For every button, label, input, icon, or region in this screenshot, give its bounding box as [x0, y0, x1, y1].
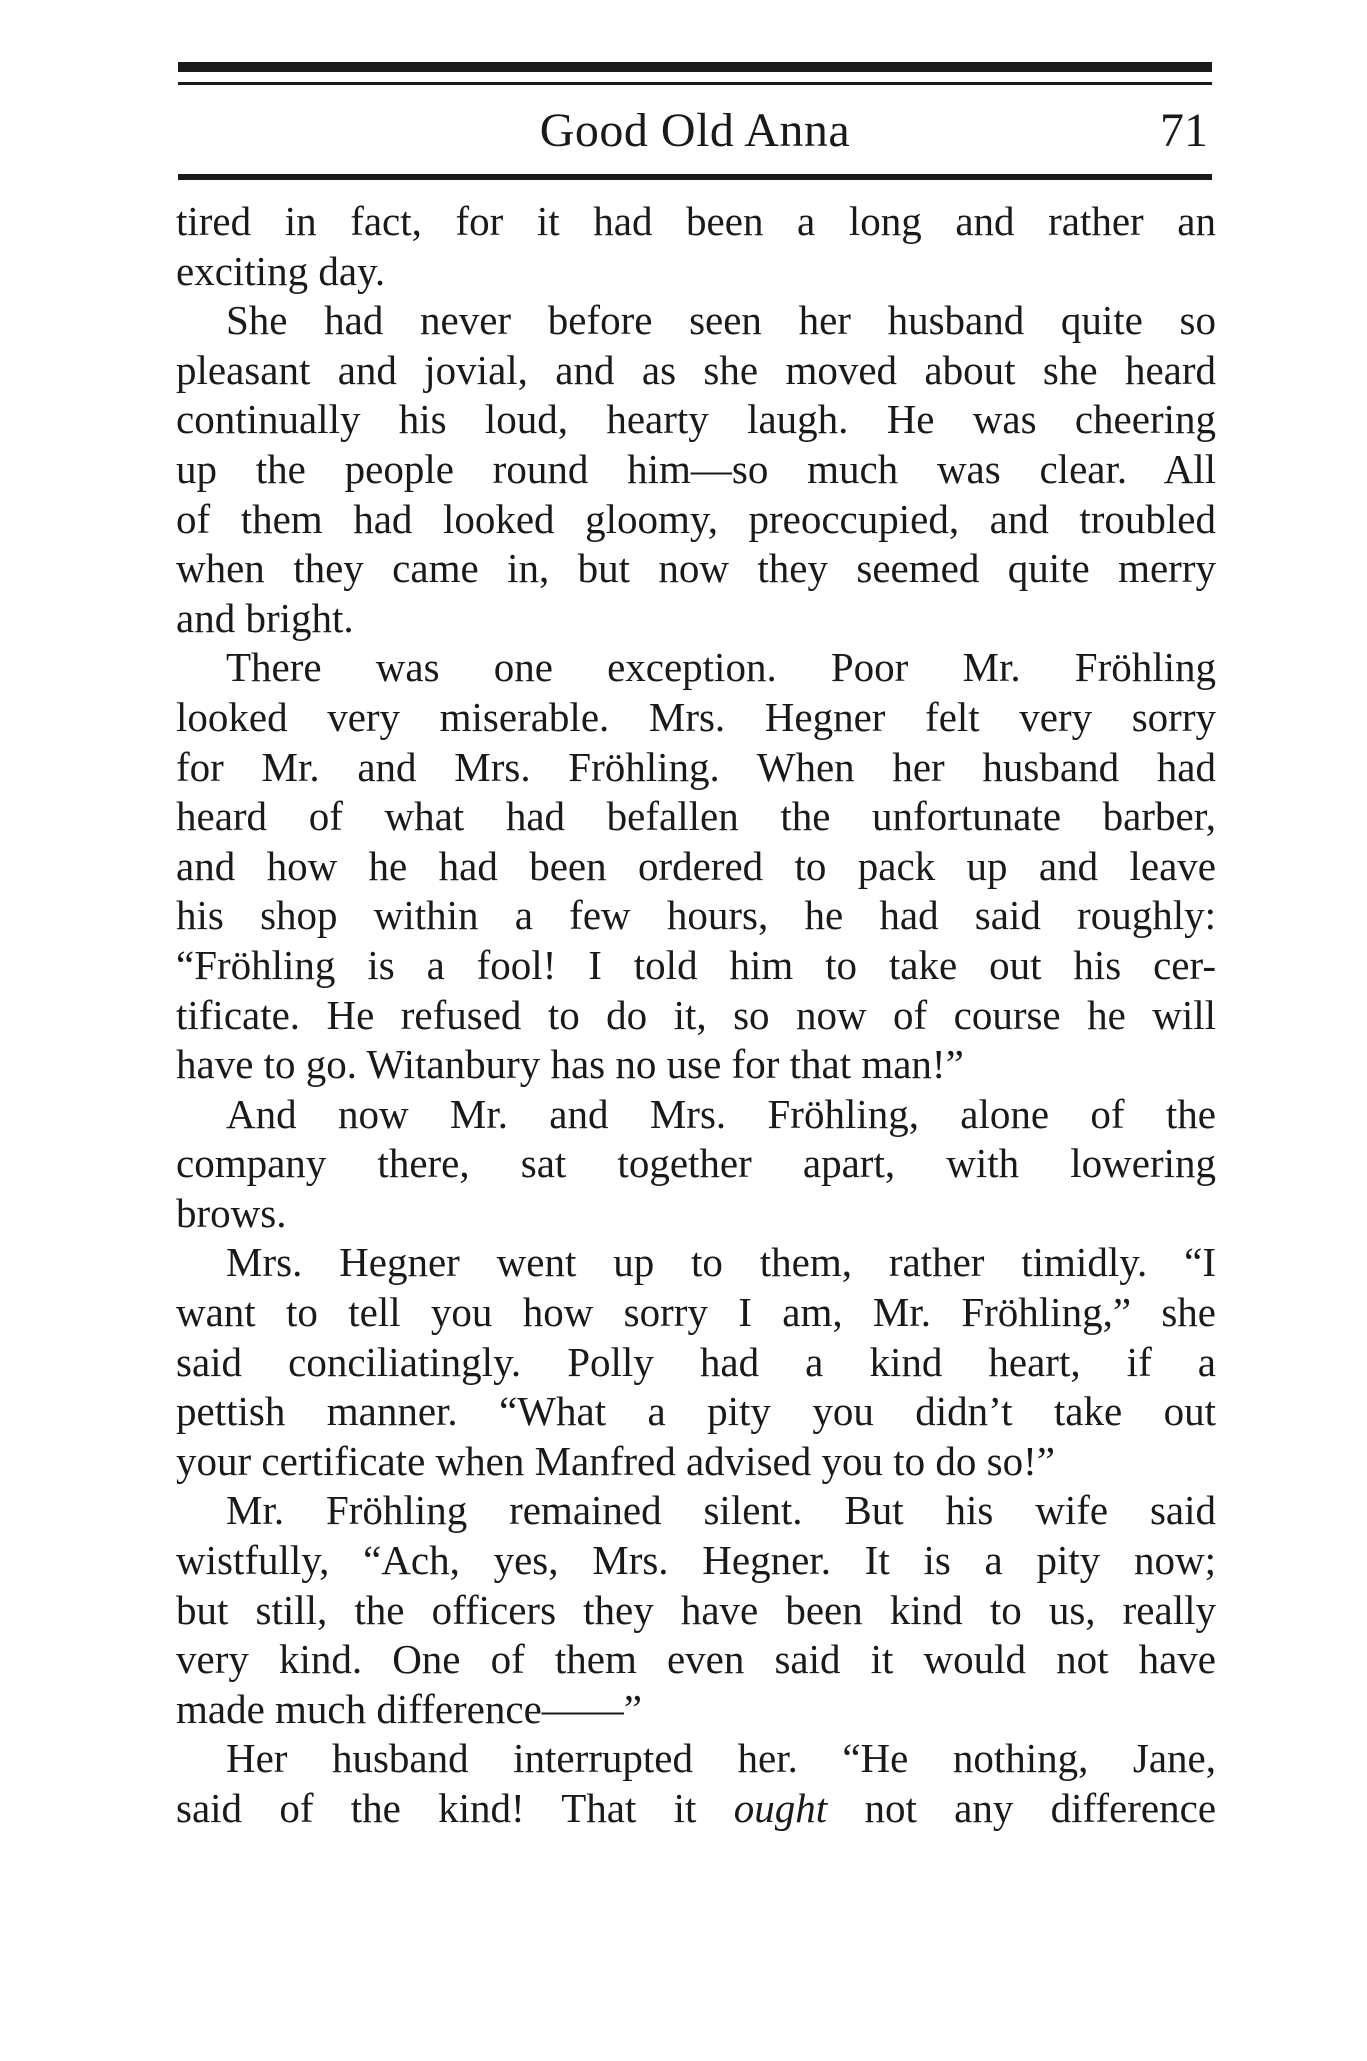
text-line: exciting day. [176, 247, 386, 294]
text-line: continually his loud, hearty laugh. He was cheering [176, 396, 1216, 443]
text-line: of them had looked gloomy, preoccupied, and troubled [176, 495, 1216, 542]
text-line: have to go. Witanbury has no use for that man!” [176, 1041, 964, 1088]
text-line: said conciliatingly. Polly had a kind heart, if a [176, 1338, 1216, 1385]
text-line: but still, the officers they have been kind to us, really [176, 1586, 1216, 1633]
text-line: his shop within a few hours, he had said roughly: [176, 892, 1216, 939]
header-rule-thick [178, 62, 1212, 72]
text-line: and bright. [176, 594, 354, 641]
text-line: And now Mr. and Mrs. Fröhling, alone of the [226, 1090, 1216, 1137]
text-line: for Mr. and Mrs. Fröhling. When her husband had [176, 743, 1216, 790]
emphasis-word: ought [733, 1785, 828, 1831]
text-line: made much difference——” [176, 1685, 642, 1732]
text-segment: not any difference [864, 1785, 1217, 1831]
text-line: brows. [176, 1189, 287, 1236]
text-line: There was one exception. Poor Mr. Fröhling [226, 644, 1216, 691]
text-line: Her husband interrupted her. “He nothing, Jane, [226, 1735, 1216, 1782]
text-line: wistfully, “Ach, yes, Mrs. Hegner. It is a pity now; [176, 1537, 1216, 1584]
text-line: Mrs. Hegner went up to them, rather timidly. “I [226, 1239, 1216, 1286]
page-number: 71 [1160, 104, 1208, 157]
text-line: looked very miserable. Mrs. Hegner felt very sorry [176, 693, 1216, 740]
text-line [176, 1784, 1216, 1834]
text-line: up the people round him—so much was clear. All [176, 445, 1216, 492]
text-segment: said of the kind! That it [176, 1785, 697, 1831]
text-line: “Fröhling is a fool! I told him to take out his cer- [176, 941, 1216, 988]
text-line: and how he had been ordered to pack up and leave [176, 842, 1216, 889]
text-line: when they came in, but now they seemed quite merry [176, 545, 1216, 592]
text-line: tired in fact, for it had been a long and rather an [176, 198, 1216, 244]
text-line: heard of what had befallen the unfortunate barber, [176, 793, 1216, 840]
text-line: your certificate when Manfred advised you to do so!” [176, 1437, 1055, 1484]
body-text [176, 197, 1216, 1834]
text-line: want to tell you how sorry I am, Mr. Fröhling,” she [176, 1289, 1216, 1336]
text-line: company there, sat together apart, with lowering [176, 1140, 1216, 1187]
text-line: very kind. One of them even said it would not have [176, 1636, 1216, 1683]
running-title: Good Old Anna [539, 104, 851, 157]
text-line: Mr. Fröhling remained silent. But his wife said [226, 1487, 1216, 1534]
text-line: She had never before seen her husband quite so [226, 297, 1216, 344]
text-line: pettish manner. “What a pity you didn’t take out [176, 1388, 1216, 1435]
header-rule-bottom [178, 174, 1212, 180]
running-head [178, 96, 1212, 166]
header-rule-thin [178, 82, 1212, 85]
text-line: tificate. He refused to do it, so now of course he will [176, 991, 1216, 1038]
text-line: pleasant and jovial, and as she moved about she heard [176, 346, 1216, 393]
